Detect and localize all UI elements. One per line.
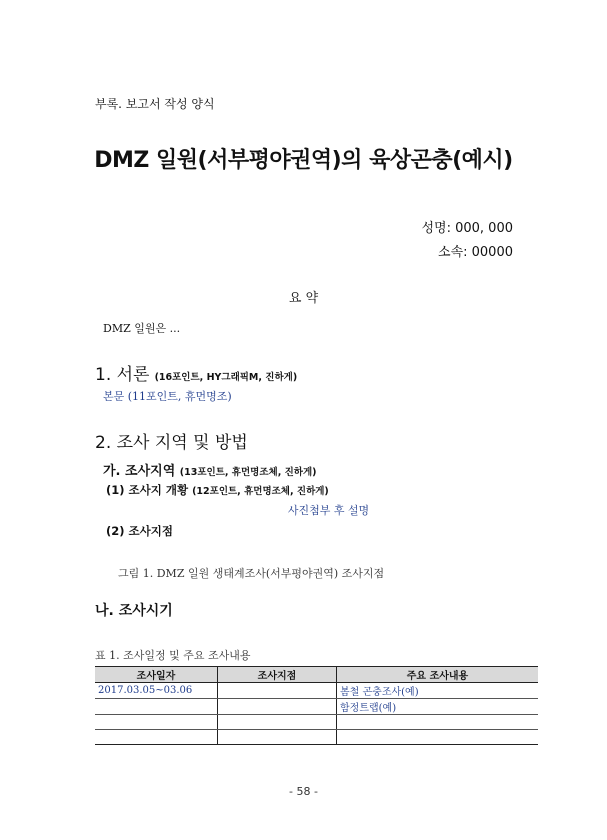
item-1-title: (1) 조사지 개황	[106, 483, 189, 497]
table-cell	[218, 699, 337, 715]
table-cell: 봄철 곤충조사(예)	[337, 683, 539, 699]
section-2-title: 2. 조사 지역 및 방법	[95, 433, 248, 453]
table-header-row	[95, 667, 538, 683]
table-row	[95, 683, 538, 699]
table-header-content: 주요 조사내용	[337, 667, 539, 683]
table-cell: 함정트랩(예)	[337, 699, 539, 715]
item-1-heading	[106, 482, 329, 498]
table-caption: 표 1. 조사일정 및 주요 조사내용	[95, 649, 251, 662]
table-cell	[218, 715, 337, 730]
table-cell	[218, 730, 337, 745]
section-1-body: 본문 (11포인트, 휴먼명조)	[103, 390, 232, 403]
table-header-date: 조사일자	[95, 667, 218, 683]
page-number: - 58 -	[289, 785, 318, 798]
subsection-a-title: 가. 조사지역	[103, 464, 176, 479]
subsection-a-format-note: (13포인트, 휴먼명조체, 진하게)	[179, 467, 317, 478]
affiliation-line: 소속: 00000	[438, 245, 513, 260]
item-1-format-note: (12포인트, 휴먼명조체, 진하게)	[192, 486, 329, 497]
table-cell	[218, 683, 337, 699]
table-row	[95, 715, 538, 730]
table-cell	[95, 730, 218, 745]
table-row	[95, 730, 538, 745]
table-row	[95, 699, 538, 715]
table-cell: 2017.03.05~03.06	[95, 683, 218, 699]
abstract-body: DMZ 일원은 ...	[103, 322, 181, 335]
author-line: 성명: 000, 000	[421, 221, 513, 236]
table-cell	[337, 730, 539, 745]
section-1-title: 1. 서론	[95, 365, 150, 385]
table-header-site: 조사지점	[218, 667, 337, 683]
table-cell	[95, 715, 218, 730]
section-1-note-text: (16포인트, HY그래픽M, 진하게)	[154, 372, 298, 383]
item-2-heading: (2) 조사지점	[106, 524, 173, 538]
section-2-heading	[95, 428, 248, 453]
figure-caption: 그림 1. DMZ 일원 생태계조사(서부평야권역) 조사지점	[118, 567, 385, 580]
subsection-b-heading: 나. 조사시기	[95, 603, 173, 619]
appendix-label: 부록. 보고서 작성 양식	[95, 97, 215, 111]
photo-placeholder-note: 사진첨부 후 설명	[287, 504, 370, 517]
table-cell	[95, 699, 218, 715]
section-1-format-note	[155, 365, 298, 385]
subsection-a-heading	[103, 460, 316, 479]
table-cell	[337, 715, 539, 730]
section-1-heading	[95, 360, 297, 385]
abstract-heading: 요 약	[288, 291, 319, 306]
survey-schedule-table	[95, 666, 538, 745]
document-title: DMZ 일원(서부평야권역)의 육상곤충(예시)	[94, 148, 513, 173]
